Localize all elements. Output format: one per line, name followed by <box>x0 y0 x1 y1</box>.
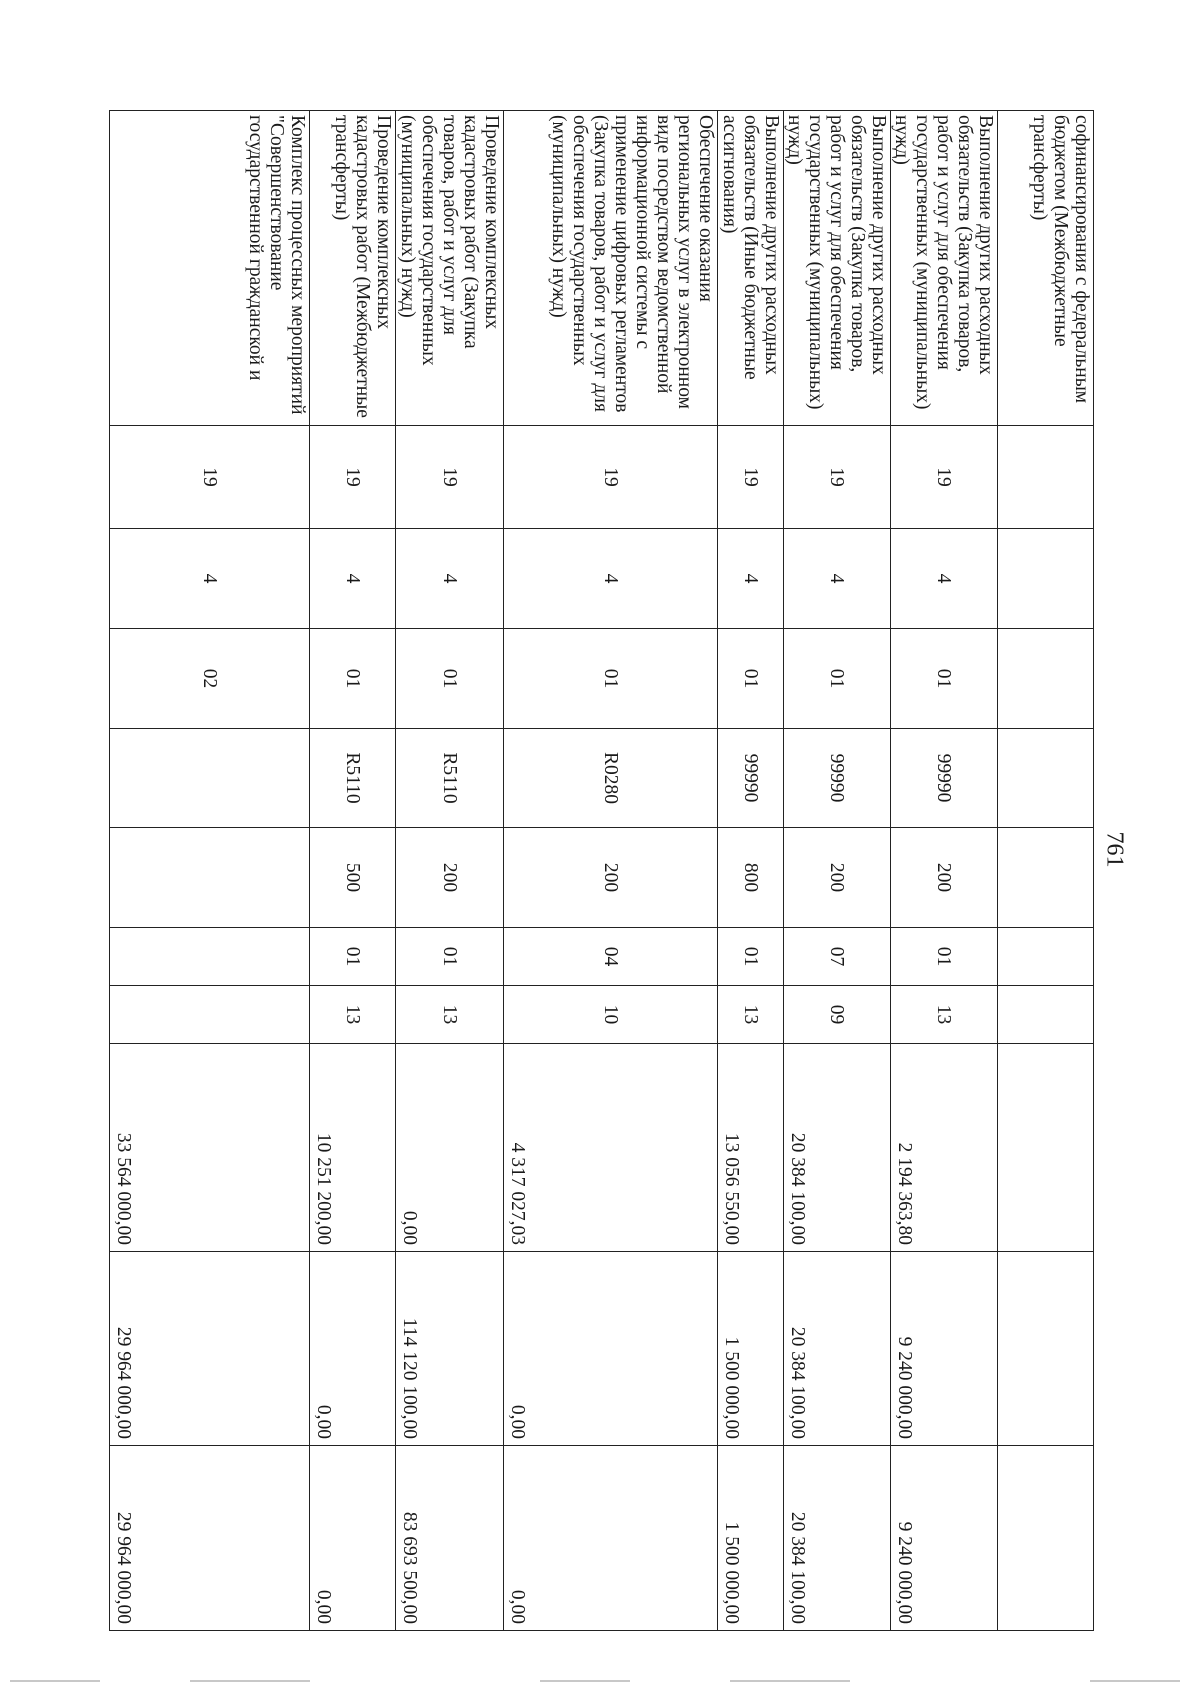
cell-value-1: 0,00 <box>396 1044 504 1252</box>
cell-code-5: 200 <box>891 828 998 928</box>
cell-value-2: 20 384 100,00 <box>784 1252 891 1446</box>
cell-code-7 <box>110 986 310 1044</box>
cell-code-2: 4 <box>784 529 891 629</box>
row-name: Выполнение других расходных обязательств (Закупка товаров, работ и услуг для обеспечения государственных (муниципальных) нужд) <box>891 111 998 426</box>
table-row <box>891 111 998 1631</box>
cell-value-1: 13 056 550,00 <box>718 1044 784 1252</box>
table-row <box>396 111 504 1631</box>
cell-code-6: 01 <box>718 928 784 986</box>
cell-value-3: 1 500 000,00 <box>718 1446 784 1631</box>
cell-code-1 <box>998 426 1094 529</box>
cell-code-6: 01 <box>396 928 504 986</box>
cell-code-2: 4 <box>396 529 504 629</box>
table-row <box>718 111 784 1631</box>
cell-value-3: 0,00 <box>504 1446 718 1631</box>
cell-code-6: 04 <box>504 928 718 986</box>
row-name: Выполнение других расходных обязательств (Иные бюджетные ассигнования) <box>718 111 784 426</box>
cell-code-7 <box>998 986 1094 1044</box>
row-name: Проведение комплексных кадастровых работ (Закупка товаров, работ и услуг для обеспечения государственных (муниципальных) нужд) <box>396 111 504 426</box>
cell-value-2: 1 500 000,00 <box>718 1252 784 1446</box>
cell-code-4: R5110 <box>310 729 396 828</box>
cell-value-1: 33 564 000,00 <box>110 1044 310 1252</box>
cell-code-2: 4 <box>718 529 784 629</box>
cell-code-5 <box>998 828 1094 928</box>
table-row <box>110 111 310 1631</box>
row-name: Комплекс процессных мероприятий "Совершенствование государственной гражданской и <box>110 111 310 426</box>
cell-code-4: 99990 <box>784 729 891 828</box>
cell-value-2 <box>998 1252 1094 1446</box>
row-name: софинансирования с федеральным бюджетом (Межбюджетные трансферты) <box>998 111 1094 426</box>
cell-code-2 <box>998 529 1094 629</box>
cell-code-4: R0280 <box>504 729 718 828</box>
budget-table-rotated <box>112 110 1094 1630</box>
cell-value-2: 114 120 100,00 <box>396 1252 504 1446</box>
cell-code-1: 19 <box>504 426 718 529</box>
cell-code-5: 200 <box>784 828 891 928</box>
cell-value-3: 9 240 000,00 <box>891 1446 998 1631</box>
cell-value-2: 9 240 000,00 <box>891 1252 998 1446</box>
cell-value-1: 20 384 100,00 <box>784 1044 891 1252</box>
cell-code-3: 01 <box>718 629 784 729</box>
cell-code-7: 10 <box>504 986 718 1044</box>
cell-code-2: 4 <box>504 529 718 629</box>
cell-code-1: 19 <box>396 426 504 529</box>
row-name: Выполнение других расходных обязательств (Закупка товаров, работ и услуг для обеспечения государственных (муниципальных) нужд) <box>784 111 891 426</box>
scan-edge-marks <box>0 1680 1200 1684</box>
cell-value-2: 0,00 <box>310 1252 396 1446</box>
cell-code-4 <box>998 729 1094 828</box>
page-number: 761 <box>1101 831 1128 868</box>
cell-code-3 <box>998 629 1094 729</box>
cell-code-6: 07 <box>784 928 891 986</box>
cell-code-3: 01 <box>504 629 718 729</box>
cell-code-7: 13 <box>718 986 784 1044</box>
cell-value-1: 10 251 200,00 <box>310 1044 396 1252</box>
cell-value-1 <box>998 1044 1094 1252</box>
cell-value-1: 2 194 363,80 <box>891 1044 998 1252</box>
cell-code-4: R5110 <box>396 729 504 828</box>
cell-value-3: 0,00 <box>310 1446 396 1631</box>
row-name: Обеспечение оказания региональных услуг в электронном виде посредством ведомственной информационной системы с применение цифровых регламентов (Закупка товаров, работ и услуг для обеспечения государственных (муниципальных) нужд) <box>504 111 718 426</box>
cell-code-1: 19 <box>310 426 396 529</box>
cell-code-5: 200 <box>396 828 504 928</box>
cell-value-3: 83 693 500,00 <box>396 1446 504 1631</box>
cell-code-3: 01 <box>784 629 891 729</box>
cell-value-2: 29 964 000,00 <box>110 1252 310 1446</box>
cell-code-6: 01 <box>891 928 998 986</box>
cell-value-2: 0,00 <box>504 1252 718 1446</box>
cell-code-1: 19 <box>110 426 310 529</box>
budget-table <box>109 110 1094 1631</box>
cell-code-7: 13 <box>891 986 998 1044</box>
cell-code-2: 4 <box>891 529 998 629</box>
cell-code-5: 200 <box>504 828 718 928</box>
cell-value-3: 29 964 000,00 <box>110 1446 310 1631</box>
cell-code-5 <box>110 828 310 928</box>
cell-code-2: 4 <box>310 529 396 629</box>
cell-code-7: 13 <box>396 986 504 1044</box>
table-row <box>998 111 1094 1631</box>
table-row <box>310 111 396 1631</box>
cell-code-5: 800 <box>718 828 784 928</box>
cell-code-4: 99990 <box>718 729 784 828</box>
cell-code-3: 01 <box>396 629 504 729</box>
cell-code-3: 01 <box>891 629 998 729</box>
cell-code-7: 13 <box>310 986 396 1044</box>
cell-code-1: 19 <box>891 426 998 529</box>
cell-code-1: 19 <box>784 426 891 529</box>
table-row <box>504 111 718 1631</box>
cell-value-1: 4 317 027,03 <box>504 1044 718 1252</box>
cell-code-7: 09 <box>784 986 891 1044</box>
cell-code-4 <box>110 729 310 828</box>
cell-value-3 <box>998 1446 1094 1631</box>
cell-code-2: 4 <box>110 529 310 629</box>
cell-code-3: 02 <box>110 629 310 729</box>
cell-code-1: 19 <box>718 426 784 529</box>
row-name: Проведение комплексных кадастровых работ (Межбюджетные трансферты) <box>310 111 396 426</box>
cell-code-3: 01 <box>310 629 396 729</box>
cell-code-5: 500 <box>310 828 396 928</box>
cell-code-6: 01 <box>310 928 396 986</box>
cell-value-3: 20 384 100,00 <box>784 1446 891 1631</box>
cell-code-6 <box>998 928 1094 986</box>
cell-code-6 <box>110 928 310 986</box>
cell-code-4: 99990 <box>891 729 998 828</box>
table-row <box>784 111 891 1631</box>
